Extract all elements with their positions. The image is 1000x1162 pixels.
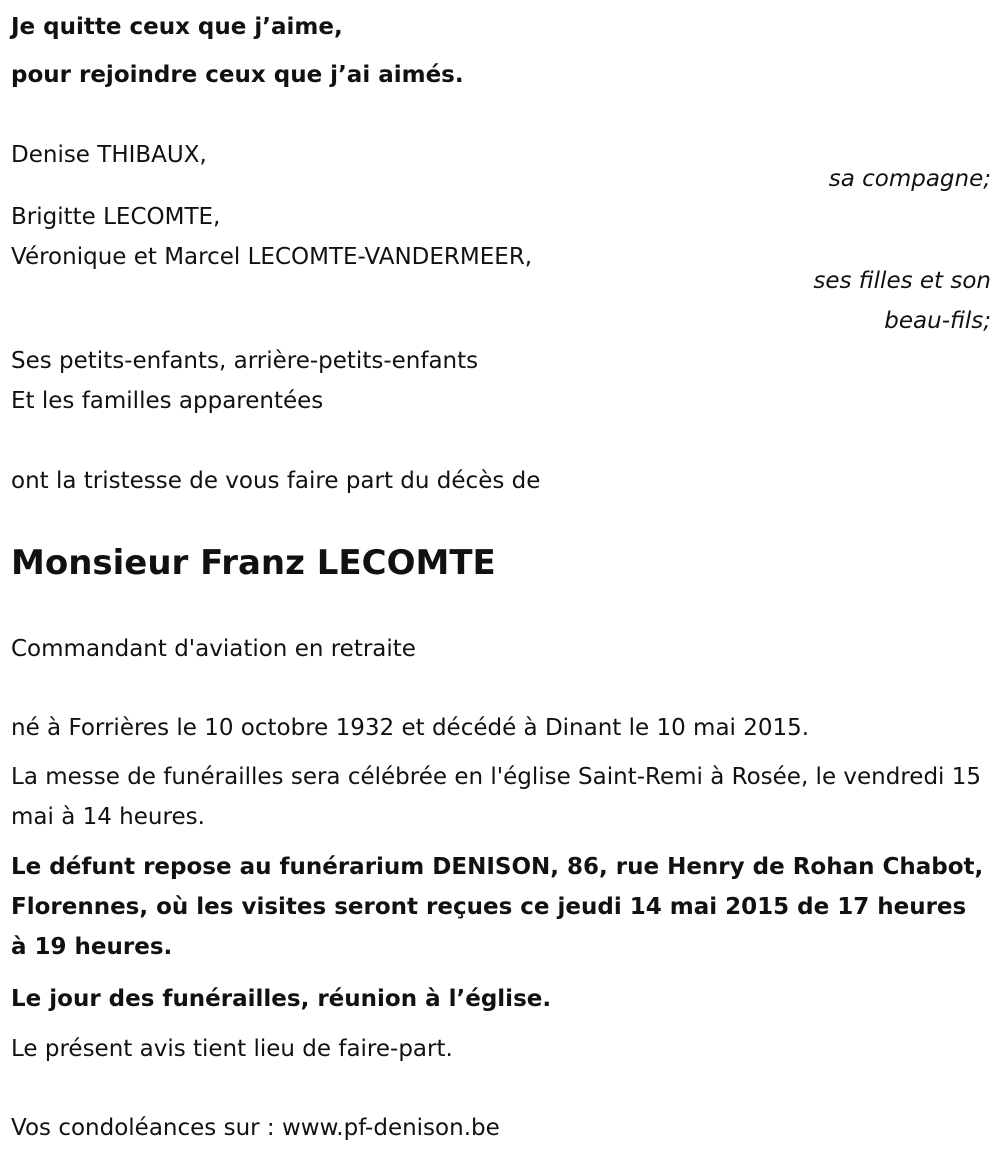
deceased-name: Monsieur Franz LECOMTE [11, 543, 496, 583]
companion-name: Denise THIBAUX, [11, 142, 207, 168]
daughter-1: Brigitte LECOMTE, [11, 204, 221, 230]
viewing-info: Le défunt repose au funérarium DENISON, 86, rue Henry de Rohan Chabot, Florennes, où les visites seront reçues ce jeudi 14 mai 2015 de 17 heures à 19 heures. [11, 854, 984, 960]
church-meeting: Le jour des funérailles, réunion à l’église. [11, 986, 552, 1012]
daughter-2: Véronique et Marcel LECOMTE-VANDERMEER, [11, 244, 533, 270]
daughters-role-line-2: beau-fils; [884, 308, 991, 334]
birth-death-dates: né à Forrières le 10 octobre 1932 et décédé à Dinant le 10 mai 2015. [11, 715, 810, 741]
epigraph-line-2: pour rejoindre ceux que j’ai aimés. [11, 62, 464, 88]
deceased-title: Commandant d'aviation en retraite [11, 636, 416, 662]
announcement: ont la tristesse de vous faire part du décès de [11, 468, 541, 494]
funeral-mass: La messe de funérailles sera célébrée en l'église Saint-Remi à Rosée, le vendredi 15 mai à 14 heures. [11, 764, 982, 830]
relatives: Et les familles apparentées [11, 388, 324, 414]
companion-role: sa compagne; [828, 166, 991, 192]
condolences-link[interactable]: Vos condoléances sur : www.pf-denison.be [11, 1115, 500, 1141]
epigraph-line-1: Je quitte ceux que j’aime, [11, 14, 343, 40]
daughters-role-line-1: ses filles et son [813, 268, 991, 294]
obituary-notice [11, 0, 991, 1162]
notice-statement: Le présent avis tient lieu de faire-part. [11, 1036, 453, 1062]
grandchildren: Ses petits-enfants, arrière-petits-enfants [11, 348, 479, 374]
